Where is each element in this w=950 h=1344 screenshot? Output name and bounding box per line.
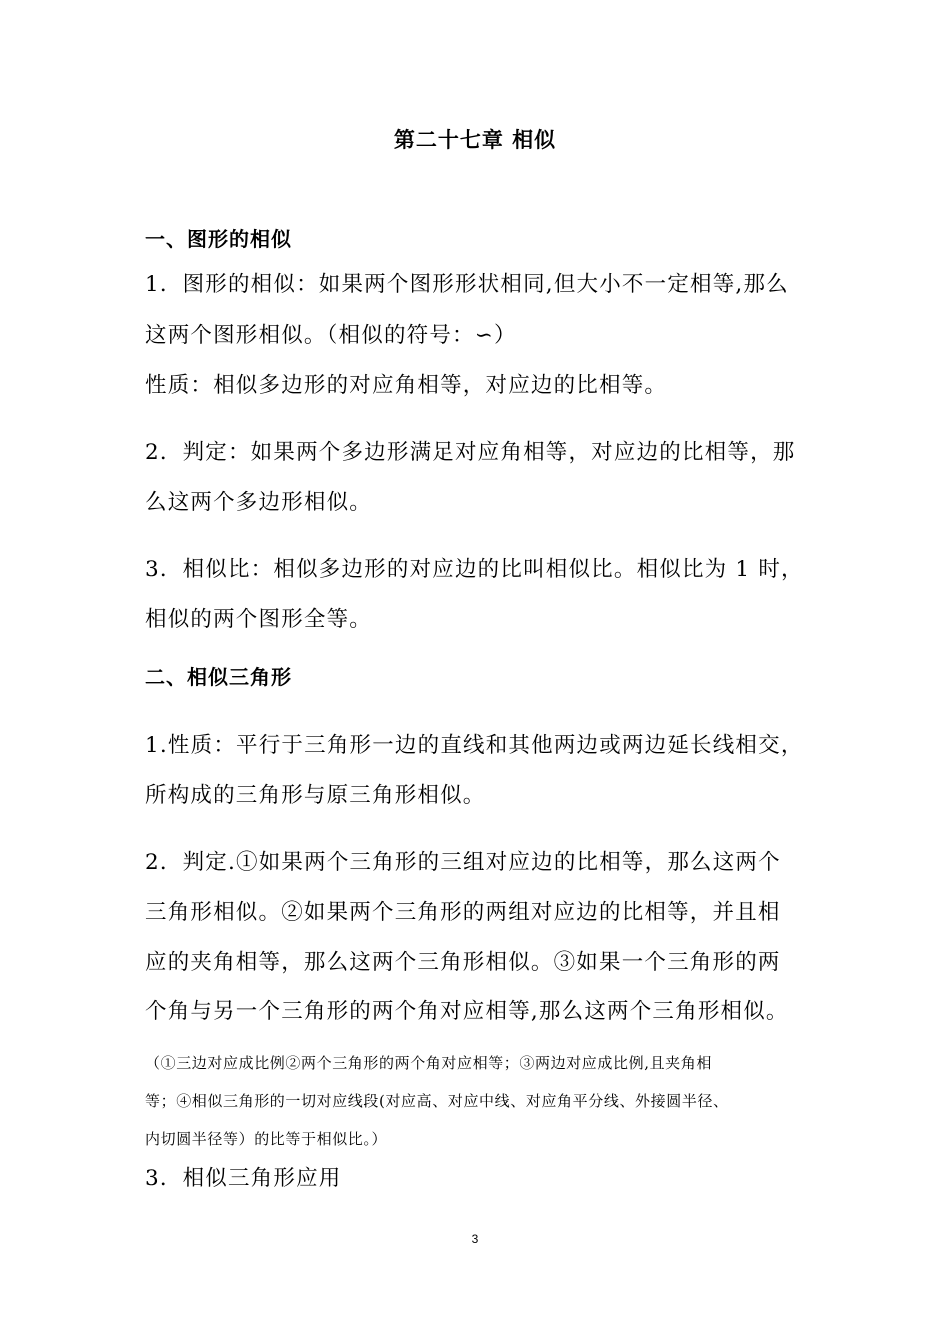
section-heading-similar-triangles: 二、相似三角形: [145, 665, 292, 689]
paragraph-line: 相似的两个图形全等。: [145, 607, 373, 632]
paragraph-line: 应的夹角相等，那么这两个三角形相似。③如果一个三角形的两: [145, 950, 781, 975]
section-heading-similar-figures: 一、图形的相似: [145, 227, 292, 251]
note-line: 内切圆半径等）的比等于相似比。）: [145, 1130, 388, 1148]
paragraph-line: 1．图形的相似：如果两个图形形状相同,但大小不一定相等,那么: [145, 272, 789, 297]
paragraph-line: 所构成的三角形与原三角形相似。: [145, 783, 486, 808]
paragraph-line: 2．判定：如果两个多边形满足对应角相等，对应边的比相等，那: [145, 440, 796, 465]
paragraph-line: 1.性质：平行于三角形一边的直线和其他两边或两边延长线相交，: [145, 733, 804, 758]
paragraph-line: 这两个图形相似。（相似的符号：∽）: [145, 323, 517, 348]
paragraph-line: 三角形相似。②如果两个三角形的两组对应边的比相等，并且相: [145, 900, 781, 925]
paragraph-line: 2．判定.①如果两个三角形的三组对应边的比相等，那么这两个: [145, 850, 781, 875]
note-line: 等；④相似三角形的一切对应线段(对应高、对应中线、对应角平分线、外接圆半径、: [145, 1092, 729, 1110]
note-line: （①三边对应成比例②两个三角形的两个角对应相等；③两边对应成比例,且夹角相: [145, 1054, 712, 1072]
page-number: 3: [471, 1232, 479, 1246]
paragraph-line: 3．相似比：相似多边形的对应边的比叫相似比。相似比为 1 时，: [145, 557, 804, 582]
paragraph-line: 性质：相似多边形的对应角相等，对应边的比相等。: [145, 373, 668, 398]
paragraph-line: 个角与另一个三角形的两个角对应相等,那么这两个三角形相似。: [145, 999, 789, 1024]
chapter-title: 第二十七章 相似: [393, 128, 557, 152]
paragraph-line: 么这两个多边形相似。: [145, 490, 373, 515]
paragraph-line: 3．相似三角形应用: [145, 1166, 342, 1191]
